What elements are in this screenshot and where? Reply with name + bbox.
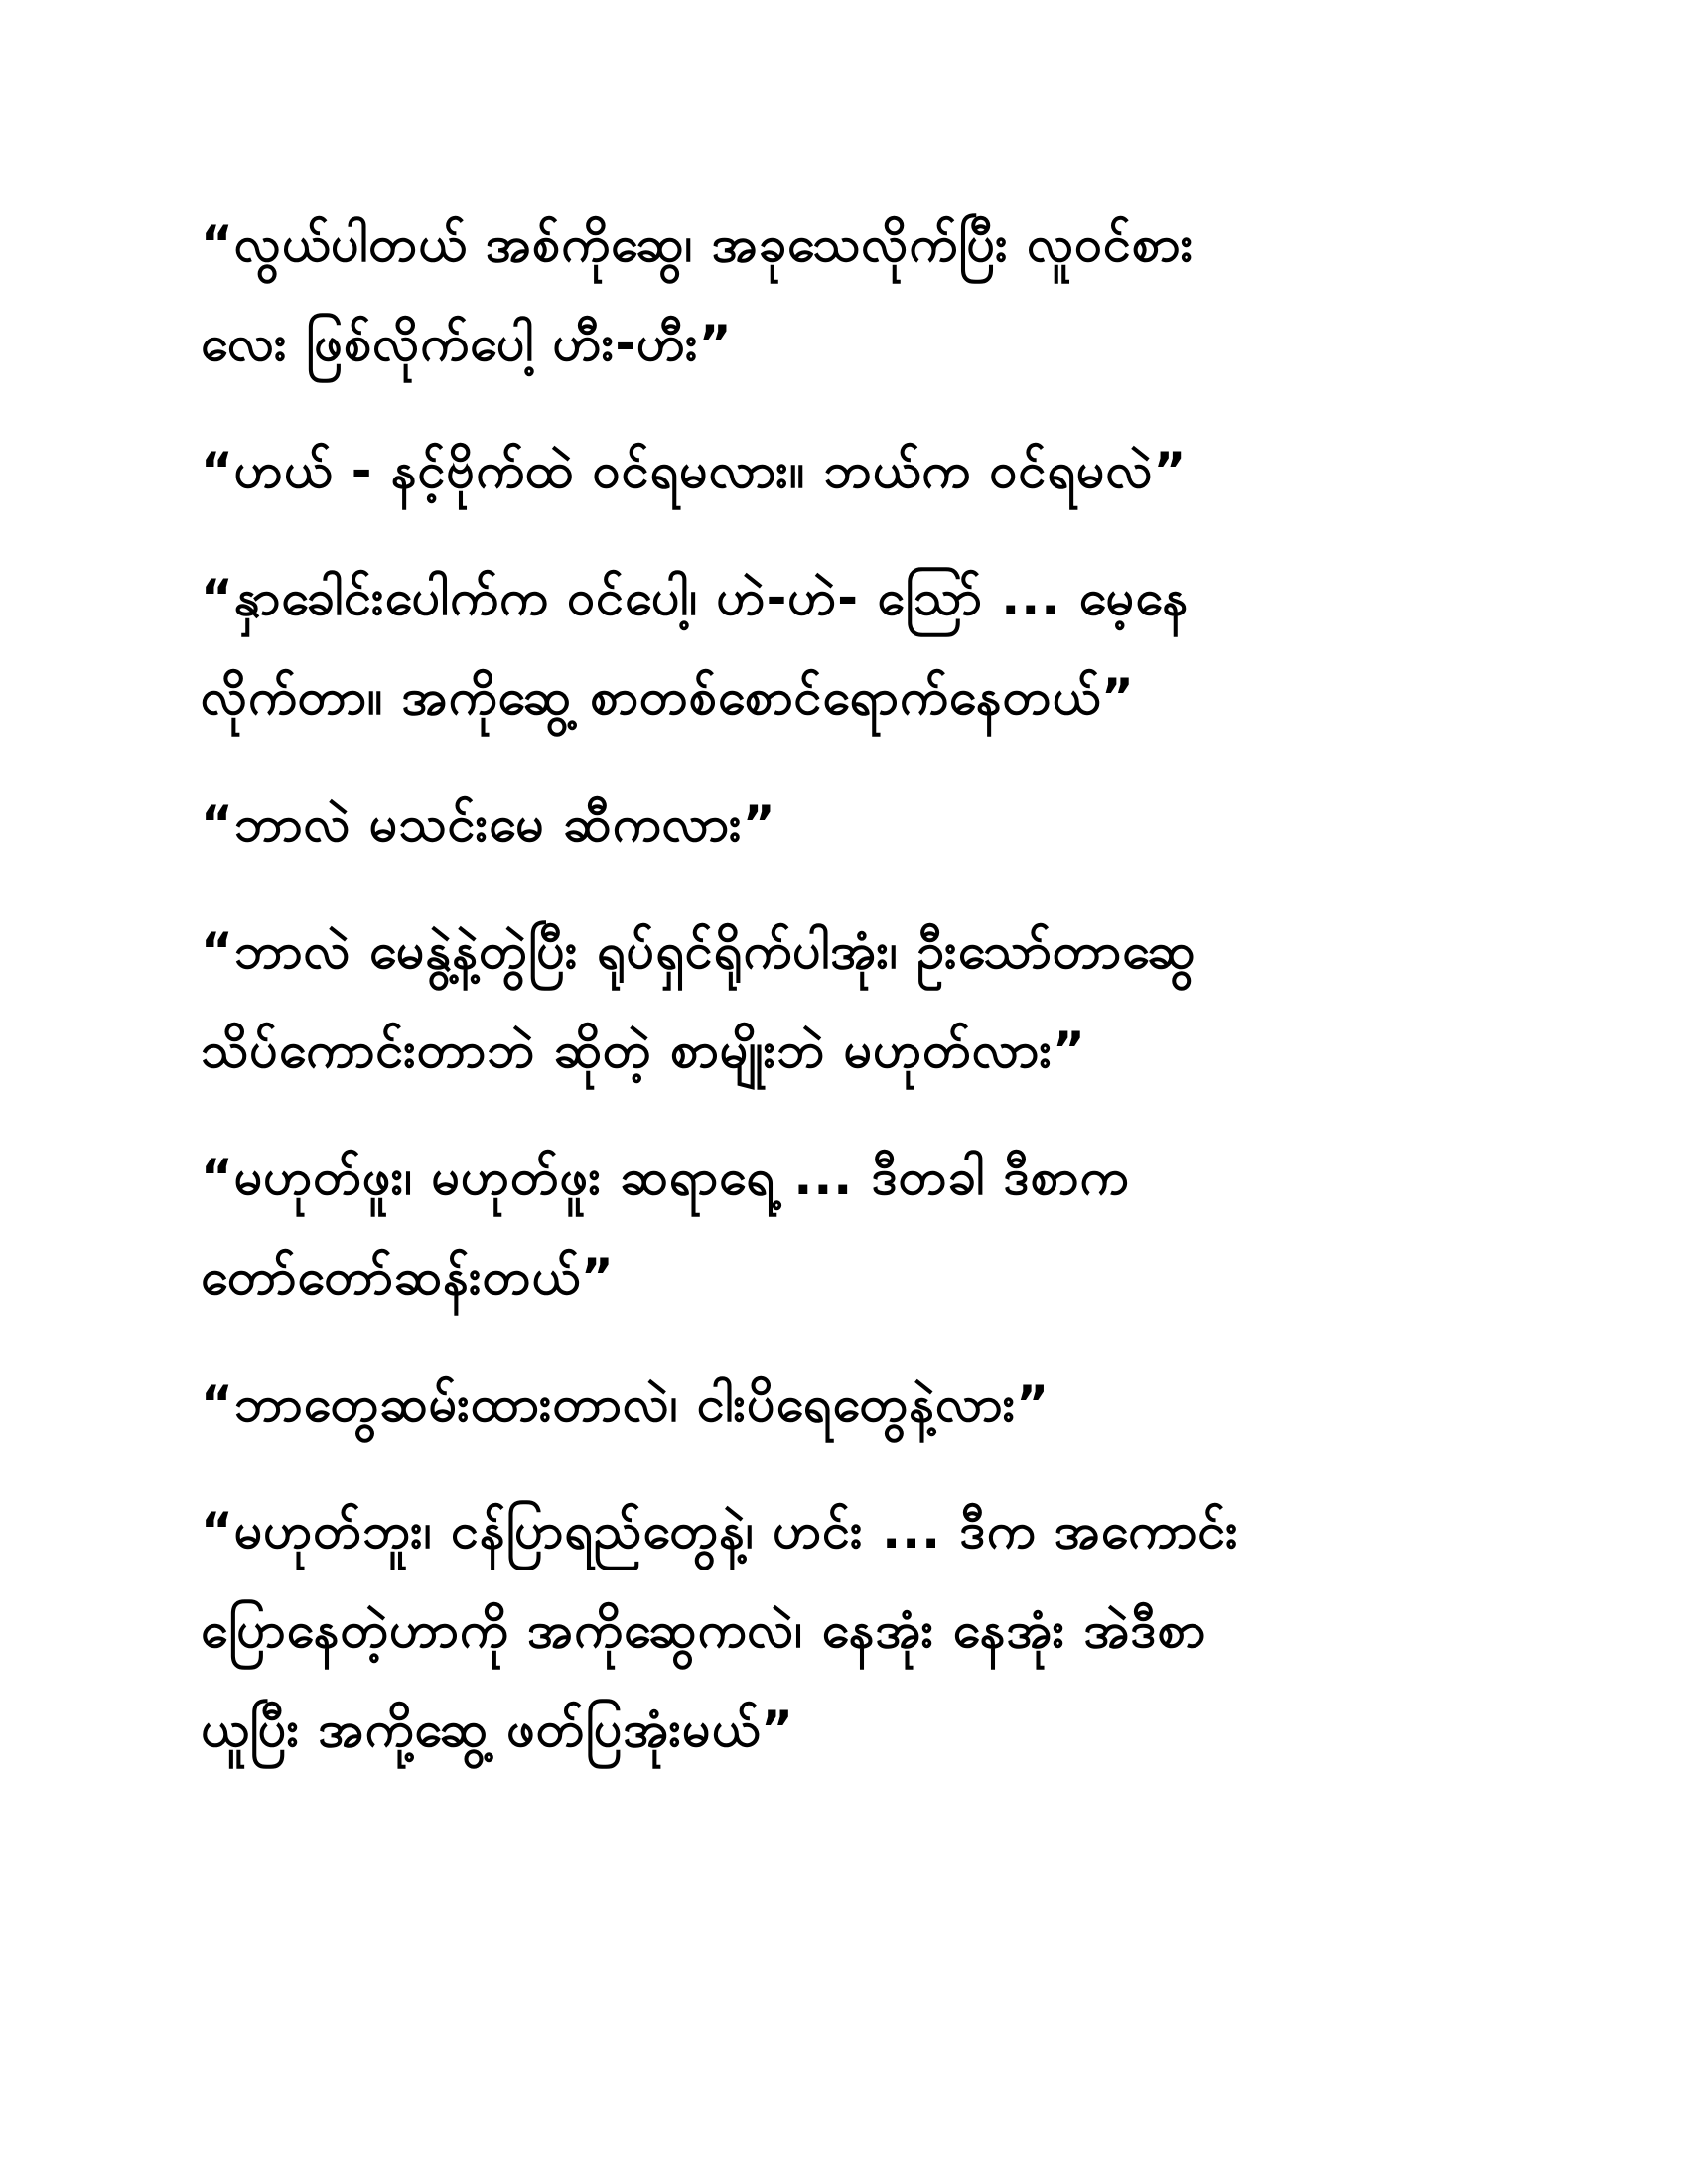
paragraph-1 — [201, 195, 1511, 393]
text-line: “ဘာတွေဆမ်းထားတာလဲ၊ ငါးပိရေတွေနဲ့လား” — [201, 1375, 1051, 1433]
paragraph-6 — [201, 1128, 1511, 1326]
text-line: တော်တော်ဆန်းတယ်” — [201, 1248, 615, 1305]
text-line: သိပ်ကောင်းတာဘဲ ဆိုတဲ့ စာမျိုးဘဲ မဟုတ်လား” — [201, 1022, 1086, 1079]
text-line: “ဘာလဲ မေနွဲ့နဲ့တွဲပြီး ရုပ်ရှင်ရိုက်ပါအုံး၊ ဦးသော်တာဆွေ — [201, 922, 1196, 980]
text-line: “ဟယ် - နင့်ဗိုက်ထဲ ဝင်ရမလား။ ဘယ်က ဝင်ရမလဲ” — [201, 442, 1188, 499]
paragraph-4 — [201, 774, 1511, 874]
text-line: ယူပြီး အကို့ဆွေ့ ဖတ်ပြအုံးမယ်” — [201, 1701, 795, 1758]
text-line: “လွယ်ပါတယ် အစ်ကိုဆွေ၊ အခုသေလိုက်ပြီး လူဝင်စား — [201, 215, 1195, 273]
paragraph-7 — [201, 1354, 1511, 1453]
text-line: လိုက်တာ။ အကိုဆွေ့ စာတစ်စောင်ရောက်နေတယ်” — [201, 668, 1135, 726]
text-line: “နှာခေါင်းပေါက်က ဝင်ပေါ့၊ ဟဲ-ဟဲ- သြော် ... မေ့နေ — [201, 569, 1190, 626]
paragraph-3 — [201, 548, 1511, 747]
text-line: လေး ဖြစ်လိုက်ပေါ့ ဟီး-ဟီး” — [201, 315, 733, 372]
text-line: “ဘာလဲ မသင်းမေ ဆီကလား” — [201, 795, 776, 853]
text-line: “မဟုတ်ဘူး၊ ငန်ပြာရည်တွေနဲ့၊ ဟင်း ... ဒီက အကောင်း — [201, 1502, 1239, 1560]
body-text — [201, 195, 1511, 1779]
paragraph-5 — [201, 901, 1511, 1100]
paragraph-2 — [201, 421, 1511, 520]
text-line: ပြောနေတဲ့ဟာကို အကိုဆွေကလဲ၊ နေအုံး နေအုံး အဲဒီစာ — [201, 1601, 1207, 1659]
paragraph-8 — [201, 1481, 1511, 1779]
text-line: “မဟုတ်ဖူး၊ မဟုတ်ဖူး ဆရာရေ့ ... ဒီတခါ ဒီစာက — [201, 1149, 1130, 1206]
